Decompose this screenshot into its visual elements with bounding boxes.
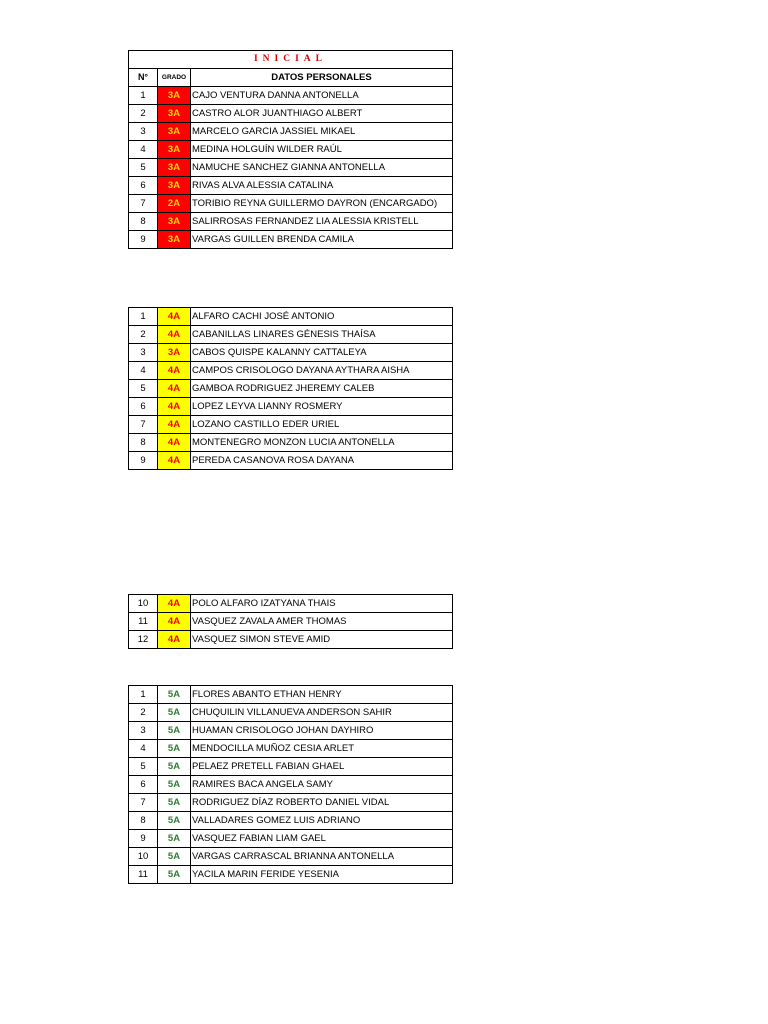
table-row — [129, 848, 453, 866]
table-row — [129, 704, 453, 722]
row-number: 9 — [129, 830, 158, 848]
student-name: CASTRO ALOR JUANTHIAGO ALBERT — [191, 105, 453, 123]
table-row — [129, 326, 453, 344]
table-row — [129, 794, 453, 812]
grado-badge: 4A — [158, 595, 191, 613]
grado-badge: 3A — [158, 177, 191, 195]
table-row — [129, 362, 453, 380]
student-name: POLO ALFARO IZATYANA THAIS — [191, 595, 453, 613]
grado-badge: 3A — [158, 105, 191, 123]
grado-badge: 4A — [158, 362, 191, 380]
grado-badge: 3A — [158, 344, 191, 362]
row-number: 11 — [129, 866, 158, 884]
table-row — [129, 776, 453, 794]
table-body — [129, 686, 453, 884]
table-row — [129, 105, 453, 123]
row-number: 2 — [129, 704, 158, 722]
student-name: MARCELO GARCIA JASSIEL MIKAEL — [191, 123, 453, 141]
grado-badge: 5A — [158, 740, 191, 758]
student-table-block-4 — [128, 685, 452, 884]
header-row — [129, 69, 453, 87]
student-name: CAJO VENTURA DANNA ANTONELLA — [191, 87, 453, 105]
student-name: HUAMAN CRISOLOGO JOHAN DAYHIRO — [191, 722, 453, 740]
row-number: 6 — [129, 776, 158, 794]
row-number: 4 — [129, 362, 158, 380]
table-row — [129, 631, 453, 649]
grado-badge: 5A — [158, 848, 191, 866]
row-number: 2 — [129, 105, 158, 123]
table-row — [129, 613, 453, 631]
row-number: 4 — [129, 740, 158, 758]
row-number: 7 — [129, 794, 158, 812]
student-table-block-3 — [128, 594, 452, 649]
grado-badge: 3A — [158, 213, 191, 231]
grado-badge: 4A — [158, 613, 191, 631]
student-name: GAMBOA RODRIGUEZ JHEREMY CALEB — [191, 380, 453, 398]
sheet-title: INICIAL — [129, 51, 453, 69]
table-row — [129, 344, 453, 362]
row-number: 12 — [129, 631, 158, 649]
student-name: RAMIRES BACA ANGELA SAMY — [191, 776, 453, 794]
grado-badge: 5A — [158, 812, 191, 830]
table-row — [129, 159, 453, 177]
row-number: 1 — [129, 87, 158, 105]
row-number: 5 — [129, 159, 158, 177]
table-row — [129, 195, 453, 213]
student-name: SALIRROSAS FERNANDEZ LIA ALESSIA KRISTELL — [191, 213, 453, 231]
table-row — [129, 398, 453, 416]
table-row — [129, 416, 453, 434]
grado-badge: 4A — [158, 308, 191, 326]
row-number: 9 — [129, 231, 158, 249]
grado-badge: 4A — [158, 631, 191, 649]
row-number: 2 — [129, 326, 158, 344]
table-row — [129, 740, 453, 758]
row-number: 8 — [129, 213, 158, 231]
student-name: RODRIGUEZ DÍAZ ROBERTO DANIEL VIDAL — [191, 794, 453, 812]
table-row — [129, 595, 453, 613]
row-number: 8 — [129, 812, 158, 830]
table-row — [129, 87, 453, 105]
table-row — [129, 830, 453, 848]
student-name: LOPEZ LEYVA LIANNY ROSMERY — [191, 398, 453, 416]
grado-badge: 3A — [158, 87, 191, 105]
student-name: MENDOCILLA MUÑOZ CESIA ARLET — [191, 740, 453, 758]
grado-badge: 4A — [158, 380, 191, 398]
table-row — [129, 866, 453, 884]
grado-badge: 5A — [158, 830, 191, 848]
grado-badge: 3A — [158, 141, 191, 159]
student-name: VASQUEZ ZAVALA AMER THOMAS — [191, 613, 453, 631]
student-name: NAMUCHE SANCHEZ GIANNA ANTONELLA — [191, 159, 453, 177]
student-table-block-2 — [128, 307, 452, 470]
grado-badge: 3A — [158, 123, 191, 141]
student-name: MONTENEGRO MONZON LUCIA ANTONELLA — [191, 434, 453, 452]
grado-badge: 5A — [158, 794, 191, 812]
table-row — [129, 308, 453, 326]
table-row — [129, 380, 453, 398]
grado-badge: 4A — [158, 398, 191, 416]
table-row — [129, 686, 453, 704]
grado-badge: 4A — [158, 452, 191, 470]
grado-badge: 4A — [158, 326, 191, 344]
student-name: VALLADARES GOMEZ LUIS ADRIANO — [191, 812, 453, 830]
student-name: YACILA MARIN FERIDE YESENIA — [191, 866, 453, 884]
grado-badge: 5A — [158, 866, 191, 884]
table-row — [129, 177, 453, 195]
header-grado: GRADO — [158, 69, 191, 87]
table-body — [129, 595, 453, 649]
student-name: LOZANO CASTILLO EDER URIEL — [191, 416, 453, 434]
grado-badge: 4A — [158, 416, 191, 434]
student-name: CABANILLAS LINARES GÉNESIS THAÍSA — [191, 326, 453, 344]
student-name: VASQUEZ SIMON STEVE AMID — [191, 631, 453, 649]
student-name: MEDINA HOLGUÍN WILDER RAÚL — [191, 141, 453, 159]
title-row — [129, 51, 453, 69]
table-row — [129, 758, 453, 776]
table-row — [129, 722, 453, 740]
row-number: 3 — [129, 123, 158, 141]
student-table — [128, 307, 453, 470]
grado-badge: 5A — [158, 776, 191, 794]
student-name: VARGAS GUILLEN BRENDA CAMILA — [191, 231, 453, 249]
student-name: ALFARO CACHI JOSÉ ANTONIO — [191, 308, 453, 326]
grado-badge: 3A — [158, 231, 191, 249]
student-table-block-1 — [128, 50, 452, 249]
table-row — [129, 812, 453, 830]
table-row — [129, 231, 453, 249]
grado-badge: 5A — [158, 686, 191, 704]
header-datos-personales: DATOS PERSONALES — [191, 69, 453, 87]
student-name: PEREDA CASANOVA ROSA DAYANA — [191, 452, 453, 470]
row-number: 10 — [129, 595, 158, 613]
row-number: 9 — [129, 452, 158, 470]
header-num: N° — [129, 69, 158, 87]
row-number: 10 — [129, 848, 158, 866]
row-number: 8 — [129, 434, 158, 452]
row-number: 3 — [129, 722, 158, 740]
student-name: CABOS QUISPE KALANNY CATTALEYA — [191, 344, 453, 362]
student-name: PELAEZ PRETELL FABIAN GHAEL — [191, 758, 453, 776]
student-table — [128, 50, 453, 249]
row-number: 6 — [129, 398, 158, 416]
student-table — [128, 685, 453, 884]
grado-badge: 5A — [158, 722, 191, 740]
table-body — [129, 308, 453, 470]
student-name: RIVAS ALVA ALESSIA CATALINA — [191, 177, 453, 195]
table-row — [129, 452, 453, 470]
row-number: 11 — [129, 613, 158, 631]
table-row — [129, 123, 453, 141]
grado-badge: 3A — [158, 159, 191, 177]
student-table — [128, 594, 453, 649]
row-number: 3 — [129, 344, 158, 362]
row-number: 5 — [129, 758, 158, 776]
grado-badge: 5A — [158, 704, 191, 722]
table-row — [129, 213, 453, 231]
student-name: VASQUEZ FABIAN LIAM GAEL — [191, 830, 453, 848]
student-name: TORIBIO REYNA GUILLERMO DAYRON (ENCARGADO) — [191, 195, 453, 213]
grado-badge: 2A — [158, 195, 191, 213]
row-number: 6 — [129, 177, 158, 195]
row-number: 7 — [129, 195, 158, 213]
table-row — [129, 141, 453, 159]
student-name: VARGAS CARRASCAL BRIANNA ANTONELLA — [191, 848, 453, 866]
row-number: 1 — [129, 308, 158, 326]
row-number: 4 — [129, 141, 158, 159]
table-row — [129, 434, 453, 452]
row-number: 5 — [129, 380, 158, 398]
grado-badge: 4A — [158, 434, 191, 452]
student-name: CHUQUILIN VILLANUEVA ANDERSON SAHIR — [191, 704, 453, 722]
student-name: FLORES ABANTO ETHAN HENRY — [191, 686, 453, 704]
grado-badge: 5A — [158, 758, 191, 776]
row-number: 1 — [129, 686, 158, 704]
student-name: CAMPOS CRISOLOGO DAYANA AYTHARA AISHA — [191, 362, 453, 380]
table-body — [129, 87, 453, 249]
row-number: 7 — [129, 416, 158, 434]
